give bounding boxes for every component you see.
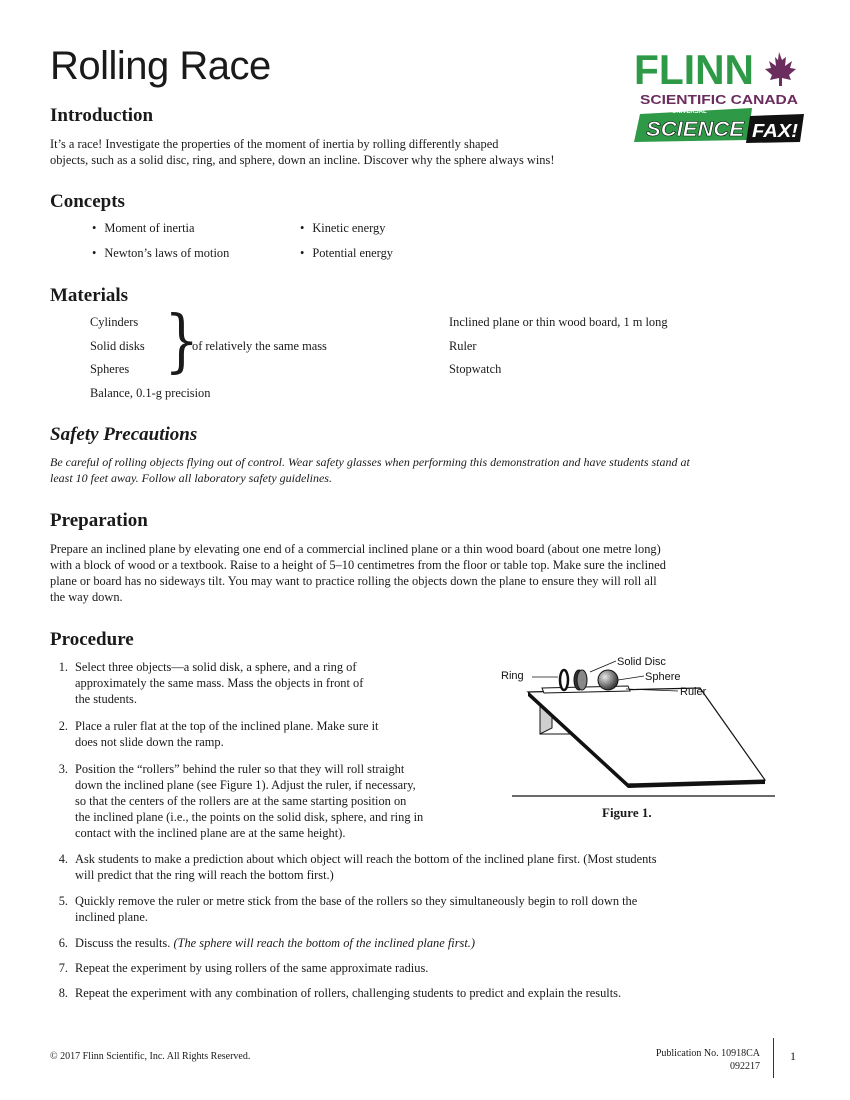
sphere	[598, 670, 618, 690]
step-number: 3.	[58, 762, 68, 776]
introduction-heading: Introduction	[50, 105, 154, 126]
preparation-line: with a block of wood or a textbook. Raise to a height of 5–10 centimetres from the floor or table top. Make sure the inclined	[50, 558, 666, 572]
materials-group-note: of relatively the same mass	[192, 339, 327, 353]
preparation-line: Prepare an inclined plane by elevating one end of a commercial inclined plane or a thin wood board (about one metre long)	[50, 542, 661, 556]
label-ring: Ring	[501, 670, 524, 682]
step-line: down the inclined plane (see Figure 1). Adjust the ruler, if necessary,	[75, 778, 416, 792]
page-number: 1	[790, 1049, 796, 1063]
step-line: does not slide down the ramp.	[75, 735, 224, 749]
procedure-step-8	[50, 985, 790, 1001]
label-solid-disc: Solid Disc	[617, 656, 666, 668]
step-line: will predict that the ring will reach the bottom first.)	[75, 868, 334, 882]
concept-item: • Kinetic energy	[300, 221, 385, 236]
procedure-heading: Procedure	[50, 629, 134, 650]
step-line: inclined plane.	[75, 910, 148, 924]
logo-subtitle: SCIENTIFIC CANADA	[640, 92, 799, 107]
step-number: 6.	[58, 936, 68, 950]
maple-leaf-icon	[765, 52, 796, 86]
step-line: Position the “rollers” behind the ruler so that they will roll straight	[75, 762, 405, 776]
material-item: Ruler	[449, 339, 477, 353]
label-ruler: Ruler	[680, 686, 707, 698]
logo-tagline: UNIVERSAL	[672, 109, 707, 115]
step-line: Quickly remove the ruler or metre stick from the base of the rollers so they simultaneously begin to roll down the	[75, 894, 638, 908]
procedure-step-4	[50, 851, 790, 883]
flinn-logo	[632, 48, 808, 148]
preparation-line: plane or board has no sideways tilt. You may want to practice rolling the objects down the plane to ensure they will roll all	[50, 574, 657, 588]
preparation-heading: Preparation	[50, 510, 148, 531]
concept-item: • Potential energy	[300, 246, 393, 261]
step-number: 4.	[58, 852, 68, 866]
materials-heading: Materials	[50, 285, 129, 306]
step-line	[75, 935, 475, 951]
procedure-step-1	[50, 659, 490, 707]
safety-heading: Safety Precautions	[50, 424, 198, 445]
inclined-plane	[528, 688, 765, 784]
step-line: Place a ruler flat at the top of the inclined plane. Make sure it	[75, 719, 379, 733]
step-number: 8.	[58, 986, 68, 1000]
material-item: Stopwatch	[449, 362, 502, 376]
publication-code: 092217	[730, 1061, 760, 1072]
introduction-line-1: It’s a race! Investigate the properties of the moment of inertia by rolling differently shaped	[50, 137, 499, 151]
procedure-step-7	[50, 960, 790, 976]
step-line: Repeat the experiment with any combination of rollers, challenging students to predict and explain the results.	[75, 986, 622, 1000]
procedure-step-5	[50, 893, 790, 925]
concepts-heading: Concepts	[50, 191, 125, 212]
step-number: 7.	[58, 961, 68, 975]
logo-brand: FLINN	[634, 48, 754, 93]
step-line: Repeat the experiment by using rollers of the same approximate radius.	[75, 961, 429, 975]
step-line: contact with the inclined plane are at the same height).	[75, 826, 346, 840]
figure-caption: Figure 1.	[602, 805, 652, 820]
logo-fax: FAX!	[752, 121, 798, 141]
material-item: Solid disks	[90, 339, 145, 353]
publication-number: Publication No. 10918CA	[655, 1048, 760, 1059]
step-line: so that the centers of the rollers are at the same starting position on	[75, 794, 407, 808]
figure-1-diagram	[500, 650, 780, 810]
step-line: the inclined plane (i.e., the points on the solid disk, sphere, and ring in	[75, 810, 424, 824]
logo-science: SCIENCE	[646, 118, 746, 141]
solid-disc-face	[577, 670, 587, 690]
procedure-step-3	[50, 761, 495, 841]
step-line: Ask students to make a prediction about which object will reach the bottom of the inclined plane first. (Most students	[75, 852, 657, 866]
preparation-line: the way down.	[50, 590, 123, 604]
step-number: 5.	[58, 894, 68, 908]
step-text: Discuss the results.	[75, 936, 174, 950]
step-line: the students.	[75, 692, 137, 706]
step-number: 2.	[58, 719, 68, 733]
procedure-step-6	[50, 935, 790, 951]
label-sphere: Sphere	[645, 671, 681, 683]
materials-brace: }	[164, 302, 199, 381]
footer-divider	[773, 1038, 774, 1078]
step-line: Select three objects—a solid disk, a sphere, and a ring of	[75, 660, 357, 674]
concept-item: • Moment of inertia	[92, 221, 195, 236]
step-italic-note: (The sphere will reach the bottom of the inclined plane first.)	[173, 936, 476, 950]
concept-item: • Newton’s laws of motion	[92, 246, 229, 261]
material-item: Balance, 0.1-g precision	[90, 386, 211, 400]
page-title: Rolling Race	[50, 44, 271, 88]
step-line: approximately the same mass. Mass the objects in front of	[75, 676, 364, 690]
footer-copyright: © 2017 Flinn Scientific, Inc. All Rights Reserved.	[50, 1051, 251, 1062]
introduction-line-2: objects, such as a solid disc, ring, and sphere, down an incline. Discover why the sphere always wins!	[50, 153, 555, 167]
footer-publication	[560, 1047, 760, 1073]
material-item: Inclined plane or thin wood board, 1 m long	[449, 315, 668, 329]
procedure-step-2	[50, 718, 490, 750]
material-item: Spheres	[90, 362, 130, 376]
step-number: 1.	[58, 660, 68, 674]
material-item: Cylinders	[90, 315, 139, 329]
ring	[560, 670, 568, 690]
safety-line-1: Be careful of rolling objects flying out of control. Wear safety glasses when performing this demonstration and have students stand at	[50, 455, 690, 469]
safety-line-2: least 10 feet away. Follow all laboratory safety guidelines.	[50, 471, 332, 485]
sphere-leader-line	[618, 676, 644, 680]
